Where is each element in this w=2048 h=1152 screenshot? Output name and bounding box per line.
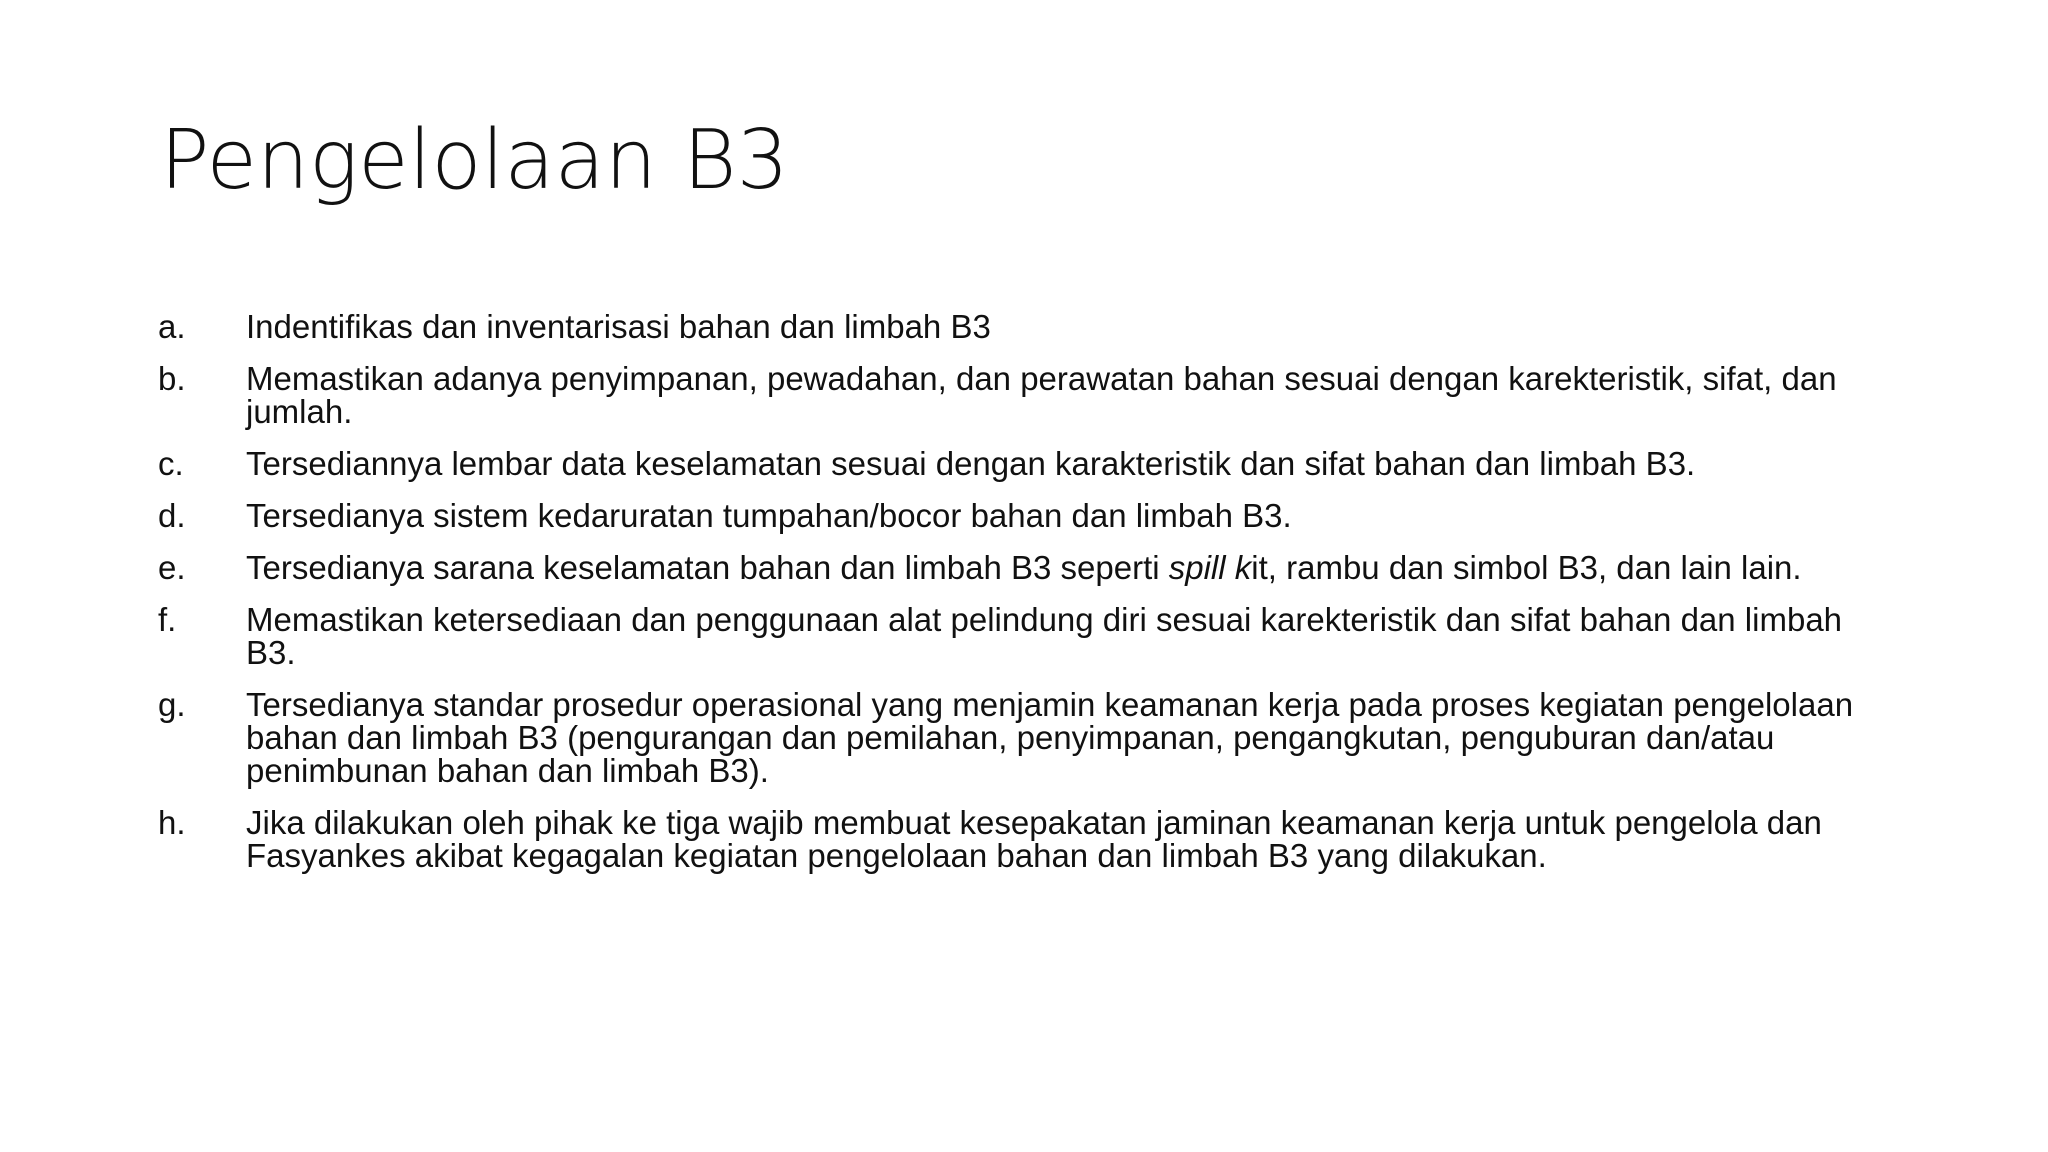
list-marker: g. — [158, 686, 186, 723]
list-item-text: Tersedianya sistem kedaruratan tumpahan/bocor bahan dan limbah B3. — [246, 497, 1292, 534]
list-item — [158, 362, 1898, 428]
list-item-text: Memastikan ketersediaan dan penggunaan alat pelindung diri sesuai karekteristik dan sifat bahan dan limbah B3. — [246, 601, 1843, 671]
list-marker: a. — [158, 308, 186, 345]
list-item-text: Memastikan adanya penyimpanan, pewadahan, dan perawatan bahan sesuai dengan karekteristik, sifat, dan jumlah. — [246, 360, 1837, 430]
bullet-list — [158, 310, 1898, 891]
list-item — [158, 806, 1898, 872]
list-item-text: Indentifikas dan inventarisasi bahan dan limbah B3 — [246, 308, 991, 345]
list-item-text — [246, 551, 1898, 584]
slide-title: Pengelolaan B3 — [160, 113, 789, 208]
list-item-text: Tersedianya standar prosedur operasional yang menjamin keamanan kerja pada proses kegiatan pengelolaan bahan dan limbah B3 (pengurangan dan pemilahan, penyimpanan, pengangkutan, penguburan dan/atau penimbunan bahan dan limbah B3). — [246, 686, 1854, 789]
italic-text-segment: spill k — [1168, 549, 1252, 586]
list-item — [158, 603, 1898, 669]
list-item — [158, 499, 1898, 532]
list-item — [158, 310, 1898, 343]
text-segment: it, rambu dan simbol B3, dan lain lain. — [1251, 549, 1802, 586]
list-item-text: Tersediannya lembar data keselamatan sesuai dengan karakteristik dan sifat bahan dan limbah B3. — [246, 445, 1696, 482]
list-marker: f. — [158, 601, 177, 638]
list-marker: h. — [158, 804, 186, 841]
list-marker: b. — [158, 360, 186, 397]
list-marker: e. — [158, 549, 186, 586]
list-item — [158, 688, 1898, 787]
text-segment: Tersedianya sarana keselamatan bahan dan limbah B3 seperti — [246, 549, 1169, 586]
list-item — [158, 551, 1898, 584]
list-item-text: Jika dilakukan oleh pihak ke tiga wajib membuat kesepakatan jaminan keamanan kerja untuk pengelola dan Fasyankes akibat kegagalan kegiatan pengelolaan bahan dan limbah B3 yang dilakukan. — [246, 804, 1822, 874]
list-item — [158, 447, 1898, 480]
list-marker: c. — [158, 445, 184, 482]
list-marker: d. — [158, 497, 186, 534]
